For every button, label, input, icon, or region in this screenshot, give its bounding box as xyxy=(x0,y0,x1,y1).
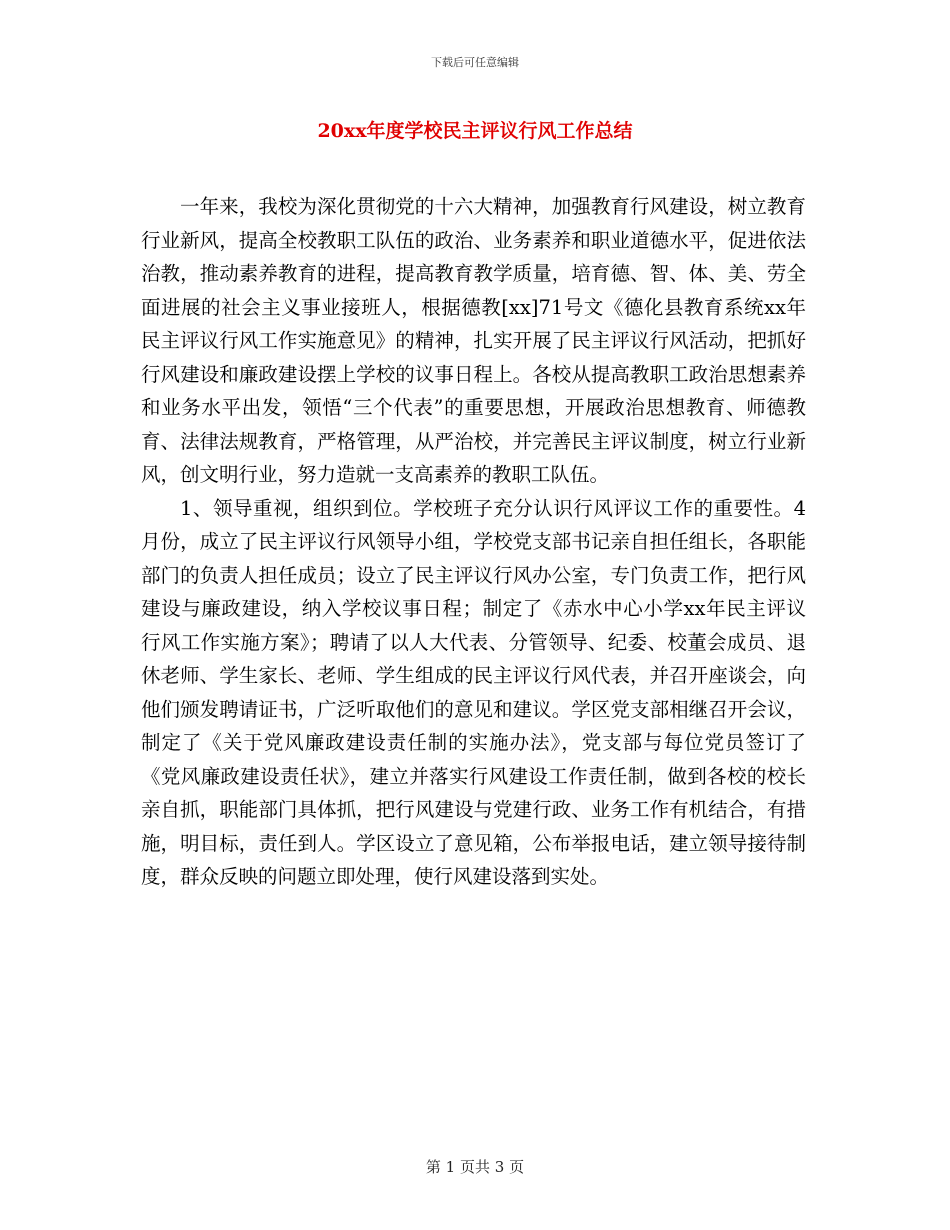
paragraph-section-1: 1、领导重视，组织到位。学校班子充分认识行风评议工作的重要性。4月份，成立了民主评议行风领导小组，学校党支部书记亲自担任组长，各职能部门的负责人担任成员；设立了民主评议行风办公室，专门负责工作，把行风建设与廉政建设，纳入学校议事日程；制定了《赤水中心小学xx年民主评议行风工作实施方案》；聘请了以人大代表、分管领导、纪委、校董会成员、退休老师、学生家长、老师、学生组成的民主评议行风代表，并召开座谈会，向他们颁发聘请证书，广泛听取他们的意见和建议。学区党支部相继召开会议，制定了《关于党风廉政建设责任制的实施办法》，党支部与每位党员签订了《党风廉政建设责任状》，建立并落实行风建设工作责任制，做到各校的校长亲自抓，职能部门具体抓，把行风建设与党建行政、业务工作有机结合，有措施，明目标，责任到人。学区设立了意见箱，公布举报电话，建立领导接待制度，群众反映的问题立即处理，使行风建设落到实处。 xyxy=(141,496,806,888)
page-footer-number: 第 1 页共 3 页 xyxy=(425,1158,525,1176)
document-body xyxy=(141,190,806,894)
page-header-note: 下载后可任意编辑 xyxy=(431,56,519,69)
paragraph-intro: 一年来，我校为深化贯彻党的十六大精神，加强教育行风建设，树立教育行业新风，提高全校教职工队伍的政治、业务素养和职业道德水平，促进依法治教，推动素养教育的进程，提高教育教学质量，培育德、智、体、美、劳全面进展的社会主义事业接班人，根据德教[xx]71号文《德化县教育系统xx年民主评议行风工作实施意见》的精神，扎实开展了民主评议行风活动，把抓好行风建设和廉政建设摆上学校的议事日程上。各校从提高教职工政治思想素养和业务水平出发，领悟“三个代表”的重要思想，开展政治思想教育、师德教育、法律法规教育，严格管理，从严治校，并完善民主评议制度，树立行业新风，创文明行业，努力造就一支高素养的教职工队伍。 xyxy=(141,195,806,486)
document-title: 20xx年度学校民主评议行风工作总结 xyxy=(317,120,633,142)
